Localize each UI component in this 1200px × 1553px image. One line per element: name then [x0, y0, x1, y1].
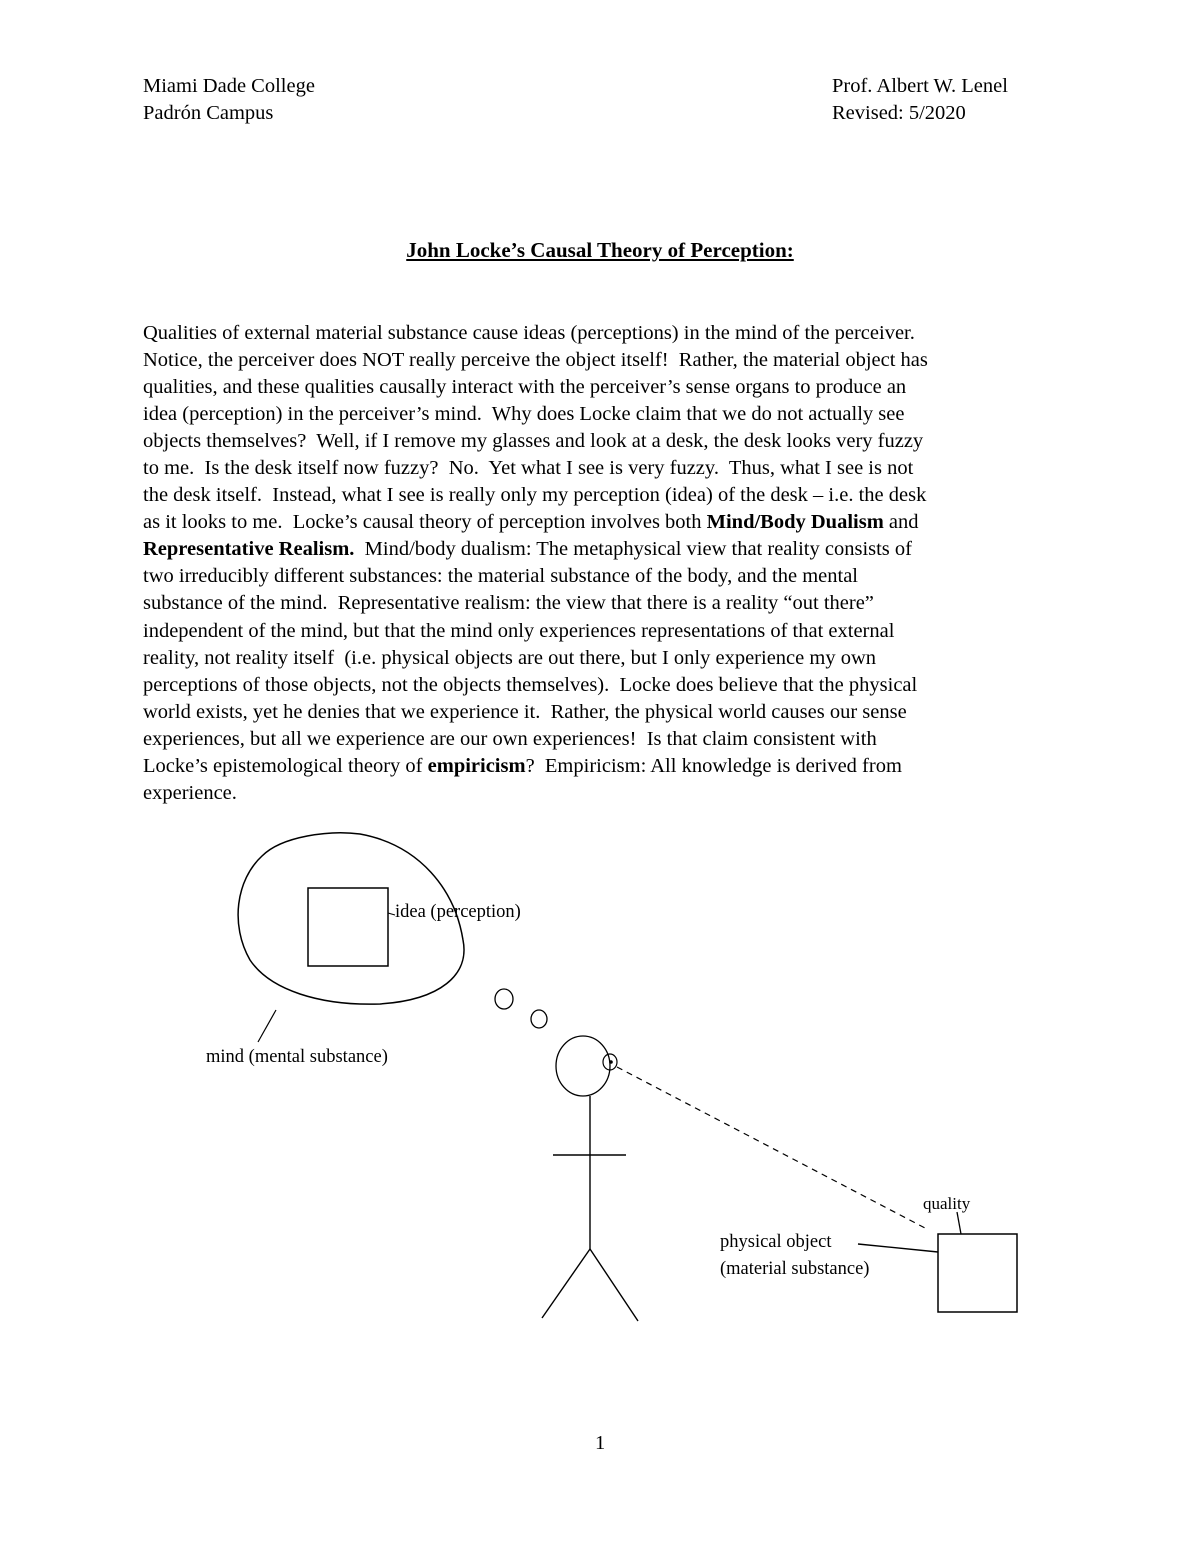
body-text: idea (perception) in the perceiver’s mind. Why does Locke claim that we do not actually see	[143, 403, 905, 426]
idea-box	[308, 888, 388, 966]
page-number: 1	[595, 1432, 606, 1454]
body-text: to me. Is the desk itself now fuzzy? No. Yet what I see is very fuzzy. Thus, what I see is not	[143, 457, 914, 480]
body-text: objects themselves? Well, if I remove my glasses and look at a desk, the desk looks very fuzzy	[143, 430, 924, 453]
idea-label: idea (perception)	[395, 902, 521, 922]
body-text: two irreducibly different substances: the material substance of the body, and the mental	[143, 565, 858, 588]
revised-date: Revised: 5/2020	[832, 102, 966, 124]
physical-object-label: physical object	[720, 1232, 832, 1252]
material-substance-label: (material substance)	[720, 1259, 870, 1279]
body-text: Notice, the perceiver does NOT really perceive the object itself! Rather, the material object has	[143, 349, 928, 372]
body-text: reality, not reality itself (i.e. physical objects are out there, but I only experience my own	[143, 646, 877, 669]
bold-term: empiricism	[427, 754, 526, 777]
mind-label: mind (mental substance)	[206, 1047, 388, 1067]
person-leg-left	[542, 1249, 590, 1318]
quality-pointer	[957, 1212, 961, 1234]
body-text: Locke’s epistemological theory of	[143, 754, 428, 777]
professor: Prof. Albert W. Lenel	[832, 75, 1008, 97]
person-leg-right	[590, 1249, 638, 1321]
bold-term: Mind/Body Dualism	[706, 511, 884, 534]
body-text: ? Empiricism: All knowledge is derived from	[525, 754, 902, 777]
body-text: Qualities of external material substance cause ideas (perceptions) in the mind of the perceiver.	[143, 322, 915, 344]
thought-dot-small	[531, 1010, 547, 1028]
body-text: qualities, and these qualities causally interact with the perceiver’s sense organs to produce an	[143, 376, 907, 399]
thought-dot-large	[495, 989, 513, 1009]
body-text: experiences, but all we experience are our own experiences! Is that claim consistent with	[143, 727, 877, 750]
perception-sightline	[617, 1067, 925, 1228]
bold-term: Representative Realism.	[143, 538, 355, 561]
body-text: Mind/body dualism: The metaphysical view that reality consists of	[354, 538, 912, 561]
body-text: the desk itself. Instead, what I see is really only my perception (idea) of the desk – i.e. the desk	[143, 484, 927, 507]
idea-pointer	[388, 913, 395, 915]
object-pointer	[858, 1244, 938, 1252]
body-text: perceptions of those objects, not the objects themselves). Locke does believe that the physical	[143, 673, 918, 696]
quality-label: quality	[923, 1194, 971, 1213]
body-text: substance of the mind. Representative realism: the view that there is a reality “out there”	[143, 592, 874, 615]
body-text: independent of the mind, but that the mind only experiences representations of that external	[143, 619, 895, 642]
body-text: and	[883, 511, 919, 534]
physical-object-box	[938, 1234, 1017, 1312]
campus: Padrón Campus	[143, 102, 274, 124]
page-title: John Locke’s Causal Theory of Perception:	[406, 238, 794, 262]
person-head	[556, 1036, 610, 1096]
mind-pointer	[258, 1010, 276, 1042]
institution: Miami Dade College	[143, 75, 315, 97]
body-text: as it looks to me. Locke’s causal theory of perception involves both	[143, 511, 707, 534]
body-text: experience.	[143, 781, 237, 804]
body-text: world exists, yet he denies that we experience it. Rather, the physical world causes our sense	[143, 700, 907, 723]
